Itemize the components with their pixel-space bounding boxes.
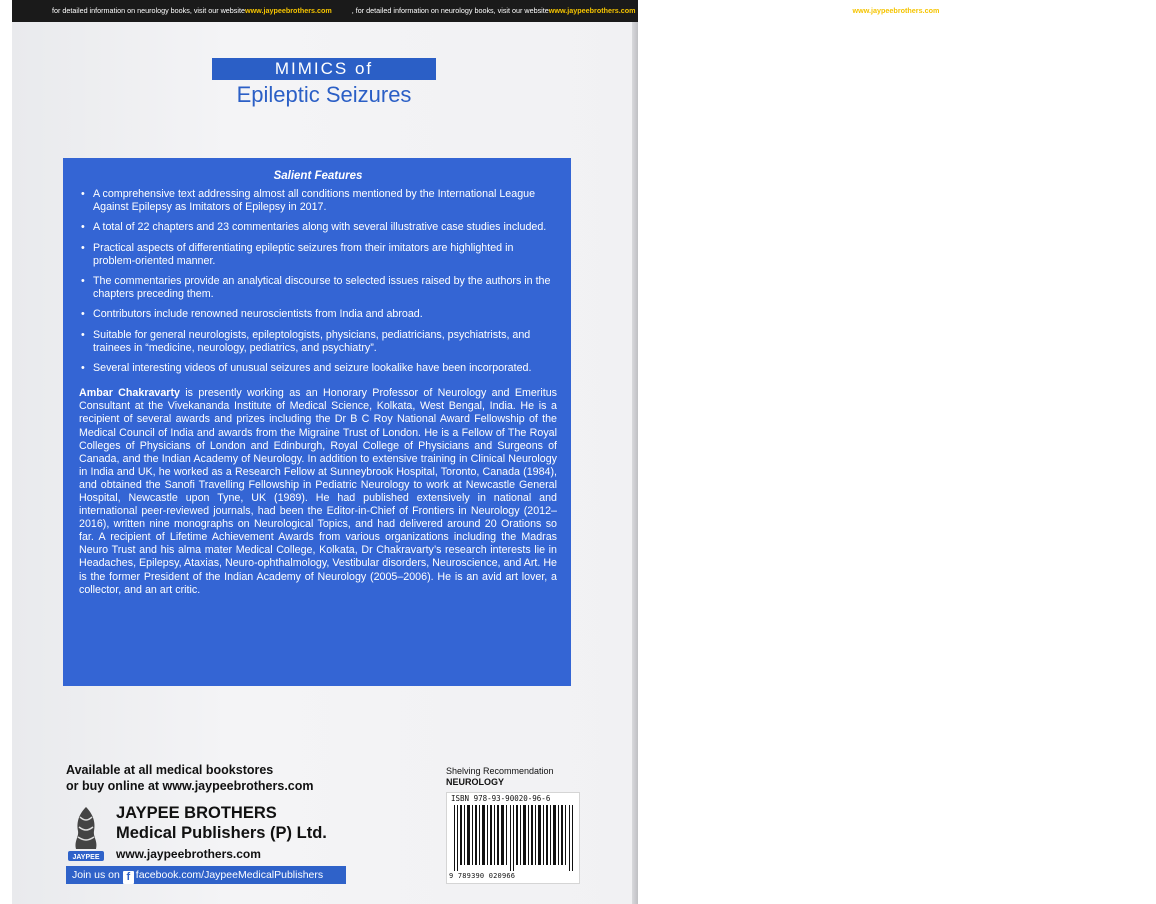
availability-line2: or buy online at www.jaypeebrothers.com [66, 779, 314, 793]
feature-item: • The commentaries provide an analytical discourse to selected issues raised by the authors in the chapters preceding them. [79, 275, 557, 301]
publisher-website[interactable]: www.jaypeebrothers.com [116, 847, 261, 861]
author-name: Ambar Chakravarty [79, 387, 180, 400]
strip-text: for detailed information on neurology books, visit our website [52, 6, 245, 15]
facebook-banner[interactable] [66, 866, 346, 884]
availability-line1: Available at all medical bookstores [66, 763, 274, 777]
publisher-name: JAYPEE BROTHERS [116, 804, 277, 822]
feature-item: • A total of 22 chapters and 23 commentaries along with several illustrative case studies included. [79, 221, 557, 234]
strip-text-4: , for detailed information on neurology books, visit our website [959, 6, 1156, 15]
top-info-strip [12, 0, 1156, 22]
jaypee-logo-icon [64, 803, 108, 865]
shelving-label: Shelving Recommendation [446, 766, 554, 776]
barcode-panel [446, 792, 580, 884]
barcode-number: 9 789390 020966 [449, 872, 516, 880]
feature-item: • A comprehensive text addressing almost all conditions mentioned by the International League Against Epilepsy as Imitators of Epilepsy in 2017. [79, 188, 557, 214]
author-bio-text: is presently working as an Honorary Professor of Neurology and Emeritus Consultant at the Vivekananda Institute of Medical Science, Kolkata, West Bengal, India. He is a recipient of several awards and prizes including the Dr B C Roy National Award Fellowship of the Medical Council of India and awards from the Migraine Trust of London. He is a Fellow of The Royal Colleges of Physicians of London and Edinburgh, Royal College of Physicians and Surgeons of Canada, and the Indian Academy of Neurology. In addition to extensive training in Clinical Neurology in India and UK, he worked as a Research Fellow at Sunneybrook Hospital, Toronto, Canada (1984), and obtained the Sanofi Travelling Fellowship in Pediatric Neurology to work at Newcastle General Hospital, Newcastle upon Tyne, UK (1989). He had published extensively in national and international peer-reviewed journals, had been the Editor-in-Chief of Frontiers in Neurology (2012–2016), written nine monographs on Neurological Topics, and had delivered around 20 Orations so far. A recipient of Lifetime Achievement Awards from various organizations including the Madras Neuro Trust and his alma mater Medical College, Kolkata, Dr Chakravarty’s research interests lie in Headaches, Epilepsy, Ataxias, Neuro-ophthalmology, Vestibular disorders, Neuroscience, and Art. He is the former President of the Indian Academy of Neurology (2005–2006). He is an avid art lover, a collector, and an art critic. [79, 387, 557, 596]
publisher-name-line2: Medical Publishers (P) Ltd. [116, 824, 327, 842]
publisher-info [116, 803, 327, 863]
strip-website-2: www.jaypeebrothers.com [548, 6, 636, 15]
join-prefix: Join us on [72, 869, 120, 881]
facebook-link[interactable]: facebook.com/JaypeeMedicalPublishers [135, 869, 324, 881]
isbn-text: ISBN 978-93-90020-96-6 [451, 794, 551, 803]
logo-text: JAYPEE [72, 854, 100, 861]
facebook-icon: f [123, 871, 134, 884]
strip-text-2: , for detailed information on neurology books, visit our website [351, 6, 549, 15]
spine-edge [632, 0, 638, 904]
features-list [79, 188, 557, 375]
feature-item: • Contributors include renowned neuroscientists from India and abroad. [79, 308, 557, 321]
strip-text-3: , for detailed information on neurology books, visit our website [655, 6, 853, 15]
logo-figure [76, 807, 97, 849]
author-bio [79, 387, 557, 597]
title-line2: Epileptic Seizures [236, 82, 412, 107]
barcode-icon [452, 805, 576, 871]
description-panel [63, 158, 571, 686]
title-line1: MIMICS of [212, 58, 436, 80]
feature-item: • Suitable for general neurologists, epileptologists, physicians, pediatricians, psychiatrists, and trainees in “medicine, neurology, pediatrics, and psychiatry”. [79, 329, 557, 355]
book-title [212, 58, 436, 108]
strip-website: www.jaypeebrothers.com [244, 6, 332, 15]
shelving-value: NEUROLOGY [446, 777, 505, 787]
back-cover [12, 0, 1156, 904]
shelving-recommendation [446, 766, 554, 788]
features-heading: Salient Features [273, 170, 363, 182]
strip-website-3: www.jaypeebrothers.com [852, 6, 940, 15]
feature-item: • Practical aspects of differentiating epileptic seizures from their imitators are highlighted in problem-oriented manner. [79, 242, 557, 268]
availability-note [66, 762, 314, 794]
feature-item: • Several interesting videos of unusual seizures and seizure lookalike have been incorporated. [79, 362, 557, 375]
